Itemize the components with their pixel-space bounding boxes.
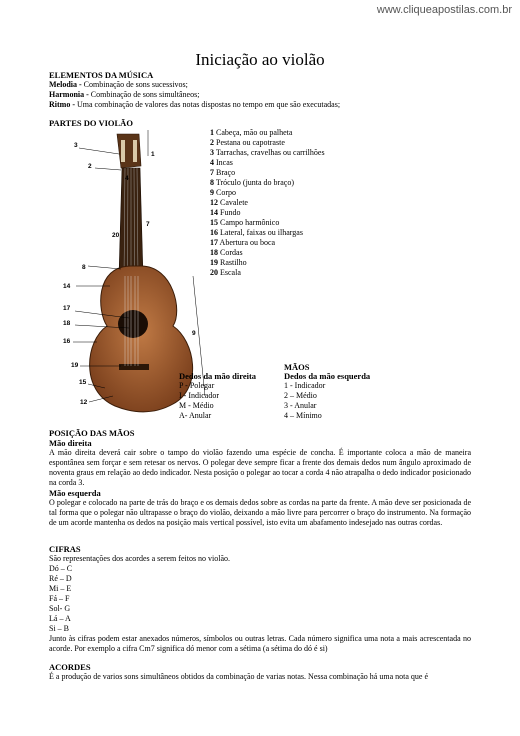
- elementos-line: Harmonia - Combinação de sons simultâneos;: [49, 90, 200, 99]
- list-item: M - Médio: [179, 401, 214, 410]
- mao-direita-subheading: Mão direita: [49, 438, 92, 448]
- list-item: 2 Pestana ou capotraste: [210, 138, 285, 147]
- list-item: 19 Rastilho: [210, 258, 247, 267]
- acordes-section: [49, 662, 471, 682]
- callout-number: 20: [112, 232, 120, 239]
- callout-number: 18: [63, 320, 71, 327]
- posicao-section: [49, 428, 471, 528]
- mao-esquerda-list: [284, 371, 404, 421]
- list-item: 7 Braço: [210, 168, 236, 177]
- list-item: 18 Cordas: [210, 248, 243, 257]
- elementos-line: Ritmo - Uma combinação de valores das notas dispostas no tempo em que são executadas;: [49, 100, 341, 109]
- list-item: 12 Cavalete: [210, 198, 248, 207]
- list-item: 15 Campo harmônico: [210, 218, 280, 227]
- callout-number: 7: [146, 221, 150, 228]
- list-item: 9 Corpo: [210, 188, 236, 197]
- list-item: 14 Fundo: [210, 208, 241, 217]
- callout-number: 19: [71, 362, 79, 369]
- mao-esquerda-text: O polegar e colocado na parte de trás do braço e os demais dedos sobre as cordas na parte da frente. A mão deve ser posicionada de tal forma que o polegar não ultrapasse o braço do violão, deixando a mão livre para percorrer o braço do instrumento. Na formação de um acorde mantenha os dedos na posição mais vertical possível, isto evita um abafamento indesejado nas outras cordas.: [49, 498, 471, 527]
- acordes-heading: ACORDES: [49, 662, 91, 672]
- posicao-heading: POSIÇÃO DAS MÃOS: [49, 428, 135, 438]
- mao-direita-text: A mão direita deverá cair sobre o tampo do violão fazendo uma espécie de concha. É importante coloca a mão de maneira espontânea sem forçar e sem retesar os nervos. O polegar deve sempre ficar a frente dos demais dedos num ângulo aproximado de noventa graus em relação ao dedo indicador. Nesta posição o polegar ao tocar a corda 4 não atrapalha o dedo indicador posicionado na corda 3.: [49, 448, 471, 487]
- list-item: P - Polegar: [179, 381, 215, 390]
- callout-number: 17: [63, 305, 71, 312]
- mao-direita-list: [179, 371, 279, 421]
- callout-number: 15: [79, 379, 87, 386]
- cifras-section: [49, 544, 471, 654]
- partes-heading: PARTES DO VIOLÃO: [49, 118, 133, 128]
- cifras-heading: CIFRAS: [49, 544, 81, 554]
- callout-number: 8: [82, 264, 86, 271]
- list-item: Lá – A: [49, 614, 71, 623]
- page-title: Iniciação ao violão: [195, 50, 325, 69]
- list-item: 1 Cabeça, mão ou palheta: [210, 128, 293, 137]
- list-item: 3 - Anular: [284, 401, 317, 410]
- list-item: 4 – Mínimo: [284, 411, 322, 420]
- list-item: 1 - Indicador: [284, 381, 326, 390]
- mao-esquerda-heading: Dedos da mão esquerda: [284, 371, 371, 381]
- partes-list: [210, 128, 410, 278]
- list-item: I - Indicador: [179, 391, 219, 400]
- cifras-intro: São representações dos acordes a serem feitos no violão.: [49, 554, 231, 563]
- list-item: 3 Tarrachas, cravelhas ou carrilhões: [210, 148, 325, 157]
- callout-number: 1: [151, 151, 155, 158]
- acordes-text: É a produção de varios sons simultâneos obtidos da combinação de varias notas. Nessa combinação há uma nota que é: [49, 672, 428, 681]
- cifras-text: Junto às cifras podem estar anexados números, símbolos ou outras letras. Cada número significa uma nota a mais acrescentada no acorde. Por exemplo a cifra Cm7 significa dó menor com a sétima (a sétima do dó é si): [49, 634, 471, 653]
- list-item: Ré – D: [49, 574, 72, 583]
- callout-number: 2: [88, 163, 92, 170]
- callout-number: 14: [63, 283, 71, 290]
- list-item: Dó – C: [49, 564, 73, 573]
- list-item: 4 Incas: [210, 158, 233, 167]
- callout-number: 3: [74, 142, 78, 149]
- list-item: 20 Escala: [210, 268, 241, 277]
- callout-number: 12: [80, 399, 88, 406]
- list-item: Fá – F: [49, 594, 70, 603]
- callout-number: 4: [125, 175, 129, 182]
- list-item: 17 Abertura ou boca: [210, 238, 276, 247]
- elementos-section: [49, 70, 479, 110]
- list-item: A- Anular: [179, 411, 212, 420]
- maos-heading: MÃOS: [284, 362, 310, 372]
- list-item: 16 Lateral, faixas ou ilhargas: [210, 228, 303, 237]
- site-url[interactable]: www.cliqueapostilas.com.br: [376, 4, 512, 16]
- elementos-heading: ELEMENTOS DA MÚSICA: [49, 70, 154, 80]
- list-item: 2 – Médio: [284, 391, 317, 400]
- mao-direita-heading: Dedos da mão direita: [179, 371, 257, 381]
- elementos-line: Melodia - Combinação de sons sucessivos;: [49, 80, 188, 89]
- list-item: Mi – E: [49, 584, 72, 593]
- list-item: Si – B: [49, 624, 70, 633]
- list-item: 8 Tróculo (junta do braço): [210, 178, 294, 187]
- callout-number: 9: [192, 330, 196, 337]
- mao-esquerda-subheading: Mão esquerda: [49, 488, 101, 498]
- callout-number: 16: [63, 338, 71, 345]
- list-item: Sol- G: [49, 604, 71, 613]
